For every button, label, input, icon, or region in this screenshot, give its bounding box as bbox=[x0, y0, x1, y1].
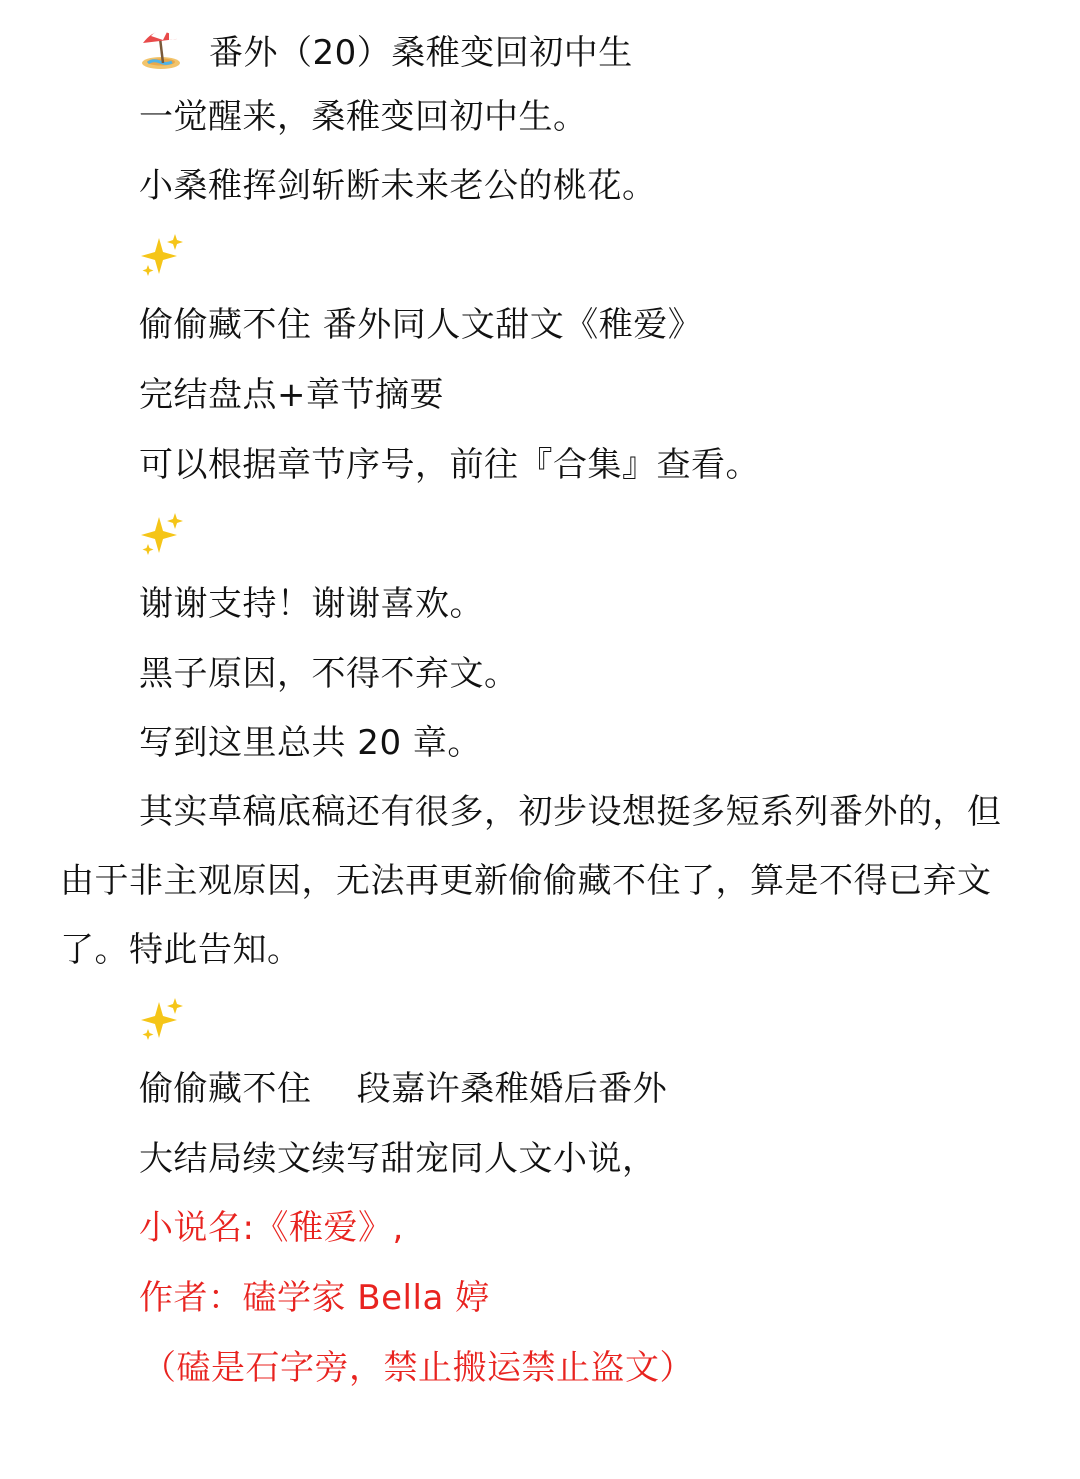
sparkles-icon bbox=[139, 996, 185, 1042]
title-line bbox=[139, 26, 633, 76]
text-line: 谢谢支持！谢谢喜欢。 bbox=[139, 584, 484, 624]
text-line: 黑子原因，不得不弃文。 bbox=[139, 654, 519, 694]
text-line: 小桑稚挥剑斩断未来老公的桃花。 bbox=[139, 166, 657, 206]
paragraph: 其实草稿底稿还有很多，初步设想挺多短系列番外的，但由于非主观原因，无法再更新偷偷藏不住了，算是不得已弃文了。特此告知。 bbox=[60, 792, 1002, 970]
novel-name-line: 小说名:《稚爱》, bbox=[139, 1208, 404, 1248]
sparkles-icon bbox=[139, 232, 185, 278]
text-line: 写到这里总共 20 章。 bbox=[139, 723, 482, 763]
text-line: 偷偷藏不住 番外同人文甜文《稚爱》 bbox=[139, 305, 703, 345]
text-line: 大结局续文续写甜宠同人文小说， bbox=[139, 1139, 657, 1179]
text-line: 一觉醒来，桑稚变回初中生。 bbox=[139, 97, 588, 137]
author-line: 作者：磕学家 Bella 婷 bbox=[139, 1278, 490, 1318]
text-line: 完结盘点+章节摘要 bbox=[139, 375, 444, 415]
title-text: 番外（20）桑稚变回初中生 bbox=[209, 33, 633, 73]
text-line: 可以根据章节序号，前往『合集』查看。 bbox=[139, 445, 760, 485]
beach-umbrella-icon bbox=[139, 26, 183, 70]
text-line: 偷偷藏不住 段嘉许桑稚婚后番外 bbox=[139, 1069, 668, 1109]
notice-line: （磕是石字旁，禁止搬运禁止盗文） bbox=[142, 1348, 694, 1388]
sparkles-icon bbox=[139, 511, 185, 557]
